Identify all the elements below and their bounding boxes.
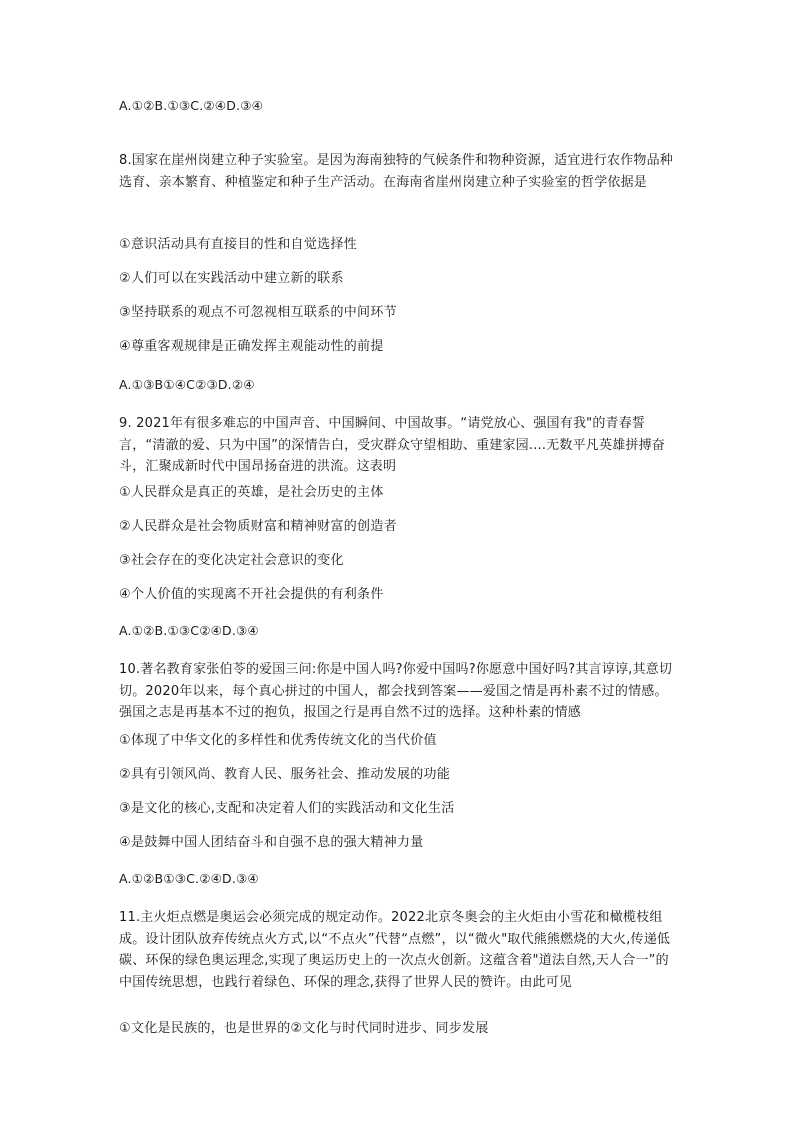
q10-option-2: ②具有引领风尚、教育人民、服务社会、推动发展的功能 xyxy=(119,767,451,782)
q9-stem: 9. 2021年有很多难忘的中国声音、中国瞬间、中国故事。“请党放心、强国有我"的青春誓言，“清澈的爱、只为中国”的深情告白，受灾群众守望相助、重建家园....无数平凡英雄拼搏奋斗，汇聚成新时代中国昂扬奋进的洪流。这表明 xyxy=(119,416,665,474)
q7-answer-choices: A.①②B.①③C.②④D.③④ xyxy=(119,98,264,113)
q8-option-4: ④尊重客观规律是正确发挥主观能动性的前提 xyxy=(119,339,384,354)
q9-option-2: ②人民群众是社会物质财富和精神财富的创造者 xyxy=(119,519,397,534)
q11-stem: 11.主火炬点燃是奥运会必须完成的规定动作。2022北京冬奥会的主火炬由小雪花和橄榄枝组成。设计团队放弃传统点火方式,以“不点火”代替“点燃”，以“微火"取代熊熊燃烧的大火,传递低碳、环保的绿色奥运理念,实现了奥运历史上的一次点火创新。这蕴含着"道法自然,天人合一”的中国传统思想，也践行着绿色、环保的理念,获得了世界人民的赞许。由此可见 xyxy=(119,910,671,990)
q9-option-4: ④个人价值的实现离不开社会提供的有利条件 xyxy=(119,587,384,602)
q9-option-1: ①人民群众是真正的英雄，是社会历史的主体 xyxy=(119,485,384,500)
q10-option-1: ①体现了中华文化的多样性和优秀传统文化的当代价值 xyxy=(119,733,437,748)
q10-option-4: ④是鼓舞中国人团结奋斗和自强不息的强大精神力量 xyxy=(119,835,424,850)
q10-stem: 10.著名教育家张伯苓的爱国三问:你是中国人吗?你爱中国吗?你愿意中国好吗?其言谆谆,其意切切。2020年以来，每个真心拼过的中国人，都会找到答案——爱国之情是再朴素不过的情感。强国之志是再基本不过的抱负，报国之行是再自然不过的选择。这种朴素的情感 xyxy=(119,662,673,720)
q8-stem: 8.国家在崖州岗建立种子实验室。是因为海南独特的气候条件和物种资源，适宜进行农作物品种选育、亲本繁育、种植鉴定和种子生产活动。在海南省崖州岗建立种子实验室的哲学依据是 xyxy=(119,153,674,190)
q8-answer-choices: A.①③B①④C②③D.②④ xyxy=(119,377,255,392)
q9-answer-choices: A.①②B.①③C②④D.③④ xyxy=(119,623,259,638)
q10-option-3: ③是文化的核心,支配和决定着人们的实践活动和文化生活 xyxy=(119,801,455,816)
q11-option-1-2: ①文化是民族的，也是世界的②文化与时代同时进步、同步发展 xyxy=(119,1021,489,1036)
q10-answer-choices: A.①②B①③C.②④D.③④ xyxy=(119,871,259,886)
q8-option-1: ①意识活动具有直接目的性和自觉选择性 xyxy=(119,237,358,252)
q8-option-3: ③坚持联系的观点不可忽视相互联系的中间环节 xyxy=(119,305,397,320)
q9-option-3: ③社会存在的变化决定社会意识的变化 xyxy=(119,553,344,568)
q8-option-2: ②人们可以在实践活动中建立新的联系 xyxy=(119,271,344,286)
